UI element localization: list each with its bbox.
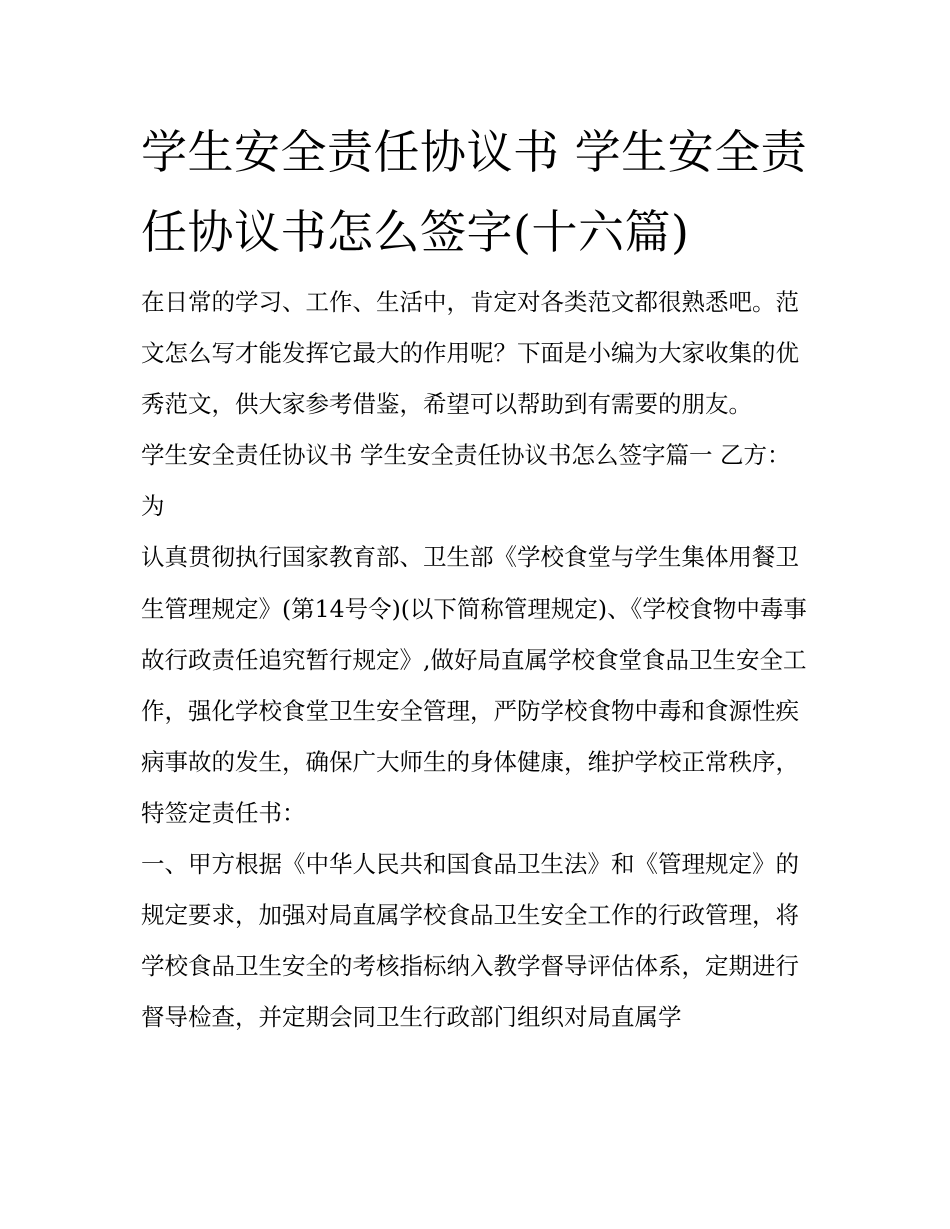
paragraph-clause-1: 一、甲方根据《中华人民共和国食品卫生法》和《管理规定》的规定要求，加强对局直属学校食品卫生安全工作的行政管理，将学校食品卫生安全的考核指标纳入教学督导评估体系，定期进行督导检查，并定期会同卫生行政部门组织对局直属学 [141, 850, 799, 1032]
paragraph-purpose: 认真贯彻执行国家教育部、卫生部《学校食堂与学生集体用餐卫生管理规定》(第14号令)(以下简称管理规定)、《学校食物中毒事故行政责任追究暂行规定》,做好局直属学校食堂食品卫生安全工作，强化学校食堂卫生安全管理，严防学校食物中毒和食源性疾病事故的发生，确保广大师生的身体健康，维护学校正常秩序，特签定责任书： [141, 543, 807, 827]
paragraph-intro: 在日常的学习、工作、生活中，肯定对各类范文都很熟悉吧。范文怎么写才能发挥它最大的作用呢？下面是小编为大家收集的优秀范文，供大家参考借鉴，希望可以帮助到有需要的朋友。 [141, 288, 799, 419]
document-body [141, 277, 816, 1043]
paragraph-section-heading: 学生安全责任协议书 学生安全责任协议书怎么签字篇一 乙方： 为 [141, 441, 791, 521]
document-title: 学生安全责任协议书 学生安全责任协议书怎么签字(十六篇) [141, 125, 808, 259]
